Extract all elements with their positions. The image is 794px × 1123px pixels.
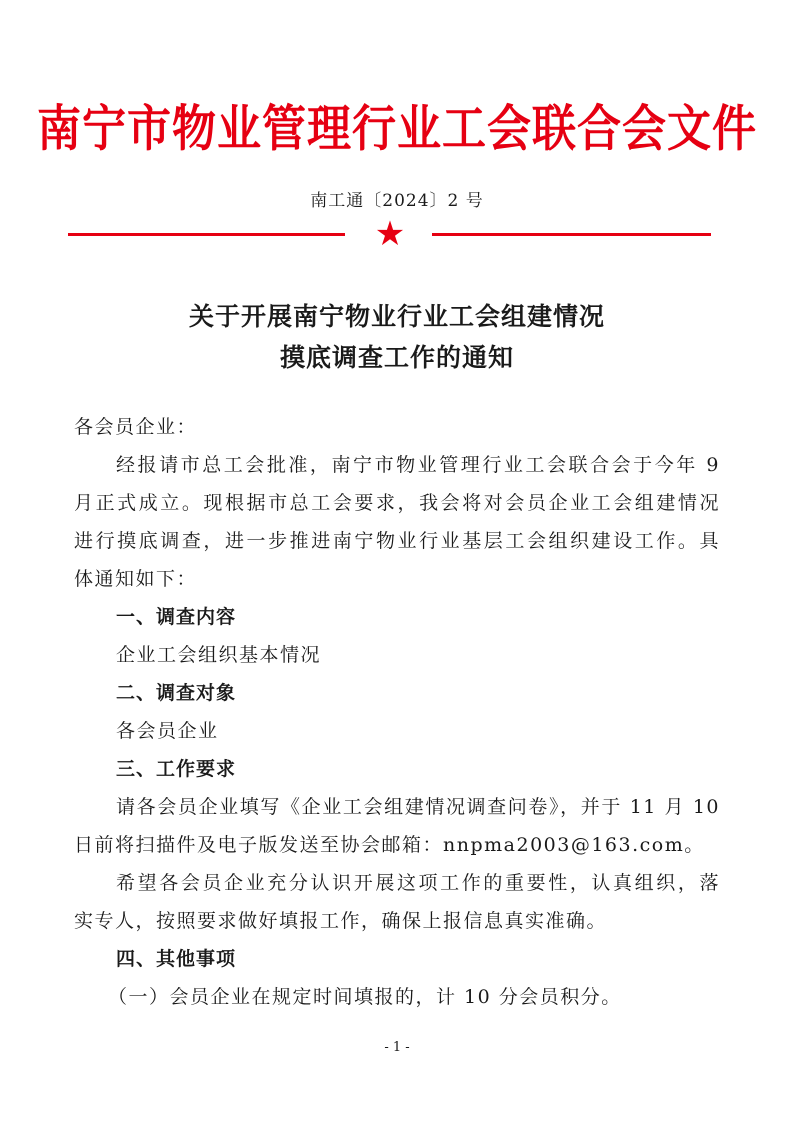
requirements-line: 希望各会员企业充分认识开展这项工作的重要性，认真组织，落 <box>116 872 720 894</box>
intro-paragraph-line: 月正式成立。现根据市总工会要求，我会将对会员企业工会组建情况 <box>74 492 720 514</box>
page-number: - 1 - <box>384 1040 410 1055</box>
section-text-target: 各会员企业 <box>116 720 219 742</box>
intro-paragraph-line: 进行摸底调查，进一步推进南宁物业行业基层工会组织建设工作。具 <box>74 530 720 552</box>
red-divider-left <box>68 233 345 236</box>
notice-title-line-1: 关于开展南宁物业行业工会组建情况 <box>188 302 605 331</box>
salutation: 各会员企业： <box>74 416 198 438</box>
section-heading-target: 二、调查对象 <box>116 682 237 704</box>
intro-paragraph-line: 经报请市总工会批准，南宁市物业管理行业工会联合会于今年 9 <box>116 454 720 476</box>
star-icon: ★ <box>374 214 406 254</box>
document-number: 南工通〔2024〕2 号 <box>310 191 484 211</box>
requirements-line: 实专人，按照要求做好填报工作，确保上报信息真实准确。 <box>74 910 608 932</box>
notice-title-line-2: 摸底调查工作的通知 <box>279 343 514 372</box>
requirements-line: 日前将扫描件及电子版发送至协会邮箱：nnpma2003@163.com。 <box>74 834 705 856</box>
red-divider-right <box>432 233 711 236</box>
document-header-title: 南宁市物业管理行业工会联合会文件 <box>37 100 757 158</box>
requirements-line: 请各会员企业填写《企业工会组建情况调查问卷》，并于 11 月 10 <box>116 796 720 818</box>
section-heading-requirements: 三、工作要求 <box>116 758 237 780</box>
section-heading-other: 四、其他事项 <box>116 948 237 970</box>
intro-paragraph-line: 体通知如下： <box>74 568 198 590</box>
section-text-content: 企业工会组织基本情况 <box>116 644 322 666</box>
section-heading-content: 一、调查内容 <box>116 606 237 628</box>
other-item-1: （一）会员企业在规定时间填报的，计 10 分会员积分。 <box>108 986 622 1008</box>
